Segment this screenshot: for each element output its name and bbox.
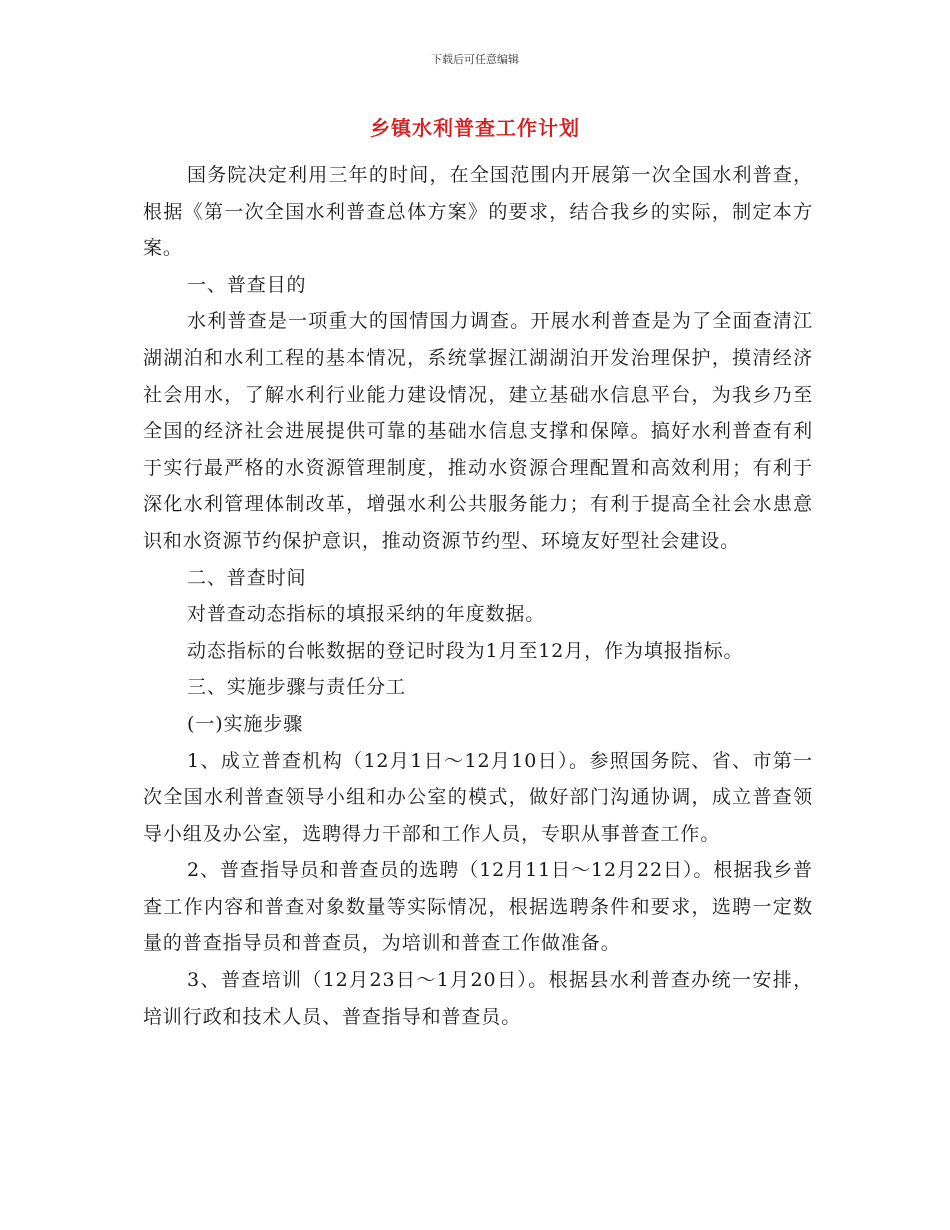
paragraph-time-2: 动态指标的台帐数据的登记时段为1月至12月，作为填报指标。 xyxy=(187,639,744,662)
paragraph-purpose: 水利普查是一项重大的国情国力调查。开展水利普查是为了全面查清江湖湖泊和水利工程的基本情况，系统掌握江湖湖泊开发治理保护，摸清经济社会用水，了解水利行业能力建设情况，建立基础水信息平台，为我乡乃至全国的经济社会进展提供可靠的基础水信息支撑和保障。搞好水利普查有利于实行最严格的水资源管理制度，推动水资源合理配置和高效利用；有利于深化水利管理体制改革，增强水利公共服务能力；有利于提高全社会水患意识和水资源节约保护意识，推动资源节约型、环境友好型社会建设。 xyxy=(143,310,813,552)
section-heading-time: 二、普查时间 xyxy=(187,566,307,589)
paragraph-step-1: 1、成立普查机构（12月1日～12月10日）。参照国务院、省、市第一次全国水利普查领导小组和办公室的模式，做好部门沟通协调，成立普查领导小组及办公室，选聘得力干部和工作人员，专职从事普查工作。 xyxy=(143,749,813,845)
document-title: 乡镇水利普查工作计划 xyxy=(370,116,580,140)
paragraph-step-3: 3、普查培训（12月23日～1月20日）。根据县水利普查办统一安排，培训行政和技术人员、普查指导和普查员。 xyxy=(143,969,813,1028)
page-header: 下载后可任意编辑 xyxy=(431,53,519,66)
paragraph-step-2: 2、普查指导员和普查员的选聘（12月11日～12月22日）。根据我乡普查工作内容和普查对象数量等实际情况，根据选聘条件和要求，选聘一定数量的普查指导员和普查员，为培训和普查工作做准备。 xyxy=(143,859,813,955)
subsection-heading-steps: (一)实施步骤 xyxy=(187,712,304,735)
document-body xyxy=(143,157,813,1035)
section-heading-steps: 三、实施步骤与责任分工 xyxy=(187,676,406,699)
paragraph-intro: 国务院决定利用三年的时间，在全国范围内开展第一次全国水利普查，根据《第一次全国水利普查总体方案》的要求，结合我乡的实际，制定本方案。 xyxy=(143,164,813,260)
paragraph-time-1: 对普查动态指标的填报采纳的年度数据。 xyxy=(187,603,546,626)
section-heading-purpose: 一、普查目的 xyxy=(187,273,307,296)
